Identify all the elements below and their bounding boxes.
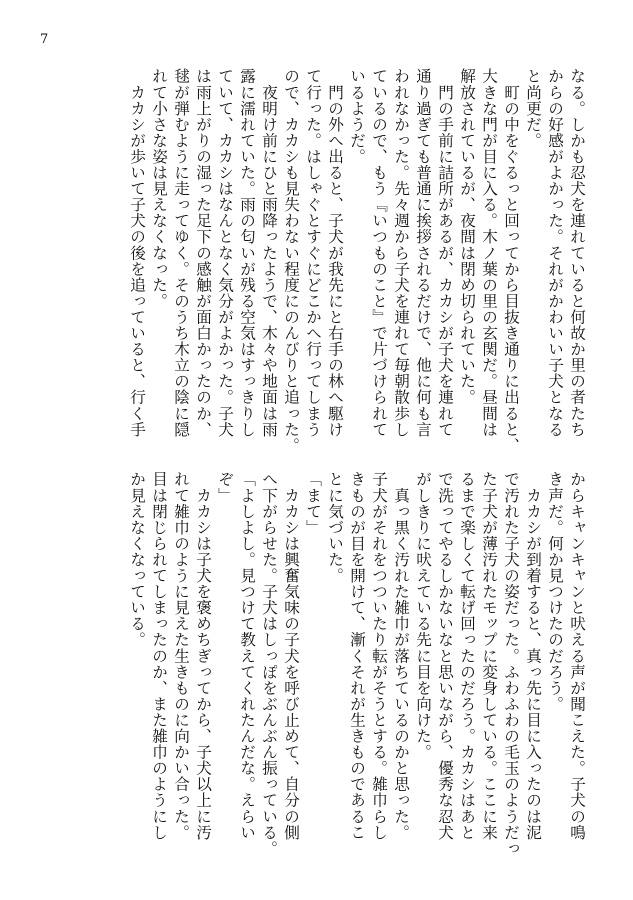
text-column: か見えなくなっている。 <box>128 471 146 648</box>
text-column: 解放されているが、夜間は閉め切られていた。 <box>458 68 476 406</box>
text-column: 「まて」 <box>304 471 322 536</box>
text-column: と尚更だ。 <box>524 68 542 149</box>
text-column: た子犬が薄汚れたモップに変身している。ここに来 <box>480 471 498 841</box>
text-column: 門の手前に詰所があるが、カカシが子犬を連れて <box>436 68 454 438</box>
text-column: カカシが到着すると、真っ先に目に入ったのは泥 <box>524 471 542 841</box>
text-column: からの好感がよかった。それがかわいい子犬となる <box>546 68 564 438</box>
text-column: きものが目を開けて、漸くそれが生きものであるこ <box>348 471 366 841</box>
text-column: がしきりに吠えている先に目を向けた。 <box>414 471 432 760</box>
text-column: 子犬がそれをつついたり転がそうとする。雑巾らし <box>370 471 388 841</box>
text-column: なる。しかも忍犬を連れていると何故か里の者たち <box>568 68 586 438</box>
text-column: 門の外へ出ると、子犬が我先にと右手の林へ駆け <box>326 68 344 438</box>
text-column: き声だ。何か見つけたのだろう。 <box>546 471 564 712</box>
text-column: るまで楽しくて転げ回ったのだろう。カカシはあと <box>458 471 476 841</box>
text-block-top <box>126 68 588 454</box>
text-column: からキャンキャンと吠える声が聞こえた。子犬の鳴 <box>568 471 586 841</box>
text-column: 真っ黒く汚れた雑巾が落ちているのかと思った。 <box>392 471 410 841</box>
text-column: 目は閉じられてしまったのか、また雑巾のようにし <box>150 471 168 841</box>
text-column: 夜明け前にひと雨降ったようで、木々や地面は雨 <box>260 68 278 438</box>
text-column: われなかった。先々週から子犬を連れて毎朝散歩し <box>392 68 410 438</box>
text-block-bottom <box>126 471 588 857</box>
text-column: は雨上がりの湿った足下の感触が面白かったのか、 <box>194 68 212 438</box>
text-column: て行った。はしゃぐとすぐにどこかへ行ってしまう <box>304 68 322 438</box>
text-column: カカシが歩いて子犬の後を追っていると、行く手 <box>128 68 146 438</box>
text-column: ているので、もう『いつものこと』で片づけられて <box>370 68 388 438</box>
text-column: れて小さな姿は見えなくなった。 <box>150 68 168 309</box>
text-column: 町の中をぐるっと回ってから目抜き通りに出ると、 <box>502 68 520 454</box>
text-column: ぞ」 <box>216 471 234 504</box>
text-column: カカシは子犬を褒めちぎってから、子犬以上に汚 <box>194 471 212 841</box>
page-number: 7 <box>40 32 49 47</box>
text-column: とに気づいた。 <box>326 471 344 584</box>
text-column: れて雑巾のように見えた生きものに向かい合った。 <box>172 471 190 841</box>
text-column: 毬が弾むように走ってゆく。そのうち木立の陰に隠 <box>172 68 190 438</box>
text-column: 露に濡れていた。雨の匂いが残る空気はすっきりし <box>238 68 256 438</box>
text-column: 大きな門が目に入る。木ノ葉の里の玄関だ。昼間は <box>480 68 498 438</box>
text-column: ので、カカシも見失わない程度にのんびりと追った。 <box>282 68 300 454</box>
text-column: で汚れた子犬の姿だった。ふわふわの毛玉のようだっ <box>502 471 520 857</box>
text-column: いるようだ。 <box>348 68 366 165</box>
text-column: で洗ってやるしかないなと思いながら、優秀な忍犬 <box>436 471 454 841</box>
text-column: へ下がらせた。子犬はしっぽをぶんぶん振っている。 <box>260 471 278 857</box>
text-column: カカシは興奮気味の子犬を呼び止めて、自分の側 <box>282 471 300 841</box>
text-column: ていて、カカシはなんとなく気分がよかった。子犬 <box>216 68 234 438</box>
text-column: 通り過ぎても普通に挨拶されるだけで、他に何も言 <box>414 68 432 438</box>
text-column: 「よしよし。見つけて教えてくれたんだな。えらい <box>238 471 256 841</box>
